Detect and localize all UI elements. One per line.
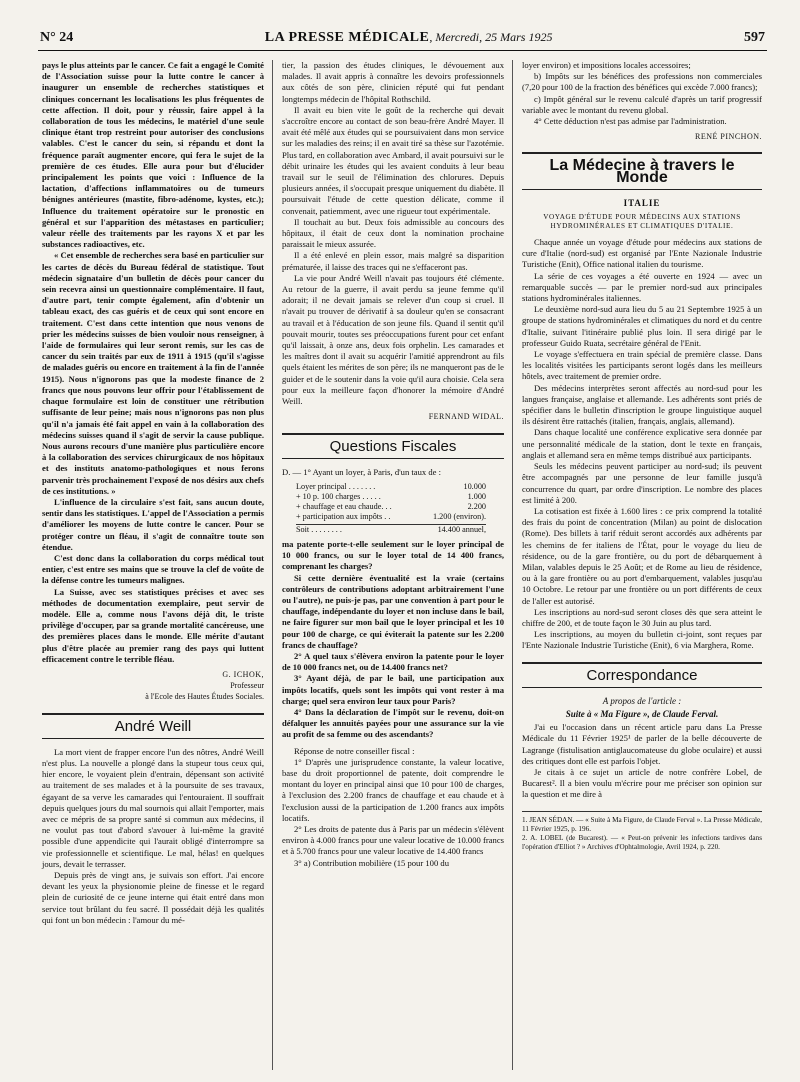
section-heading-andre-weill: André Weill: [42, 713, 264, 739]
column-1: [42, 60, 264, 926]
section-heading-correspondance: Correspondance: [522, 662, 762, 688]
paragraph: c) Impôt général sur le revenu calculé d'après un tarif progressif variable avec le montant du revenu global.: [522, 93, 762, 115]
row-value: 1.000: [467, 491, 486, 501]
paragraph: 3° a) Contribution mobilière (15 pour 100 du: [294, 857, 449, 868]
paragraph: Il avait eu bien vite le goût de la recherche qui devait s'accroître encore au contact de son beau-frère André Mayer. Il avait été mêlé aux études qui se poursuivaient dans mon service sur les maladies des reins; il en avait tiré sa thèse sur l'azotémie. Plus tard, en collaboration avec Ambard, il avait poursuivi sur le débit urinaire les études qui les avaient conduits à leur beau travail sur le seuil de l'élimination des chlorures. Depuis plusieurs années, il s'occupait presque uniquement du diabète. Il poursuivait l'étude de cette question délicate, comme il convenait, patiemment, avec une rigueur tout expérimentale.: [282, 104, 504, 216]
author-signature: G. ICHOK,: [222, 669, 264, 679]
footnote: 2. A. LOBEL (de Bucarest). — « Peut-on prévenir les infections tardives dans l'opération d'Elliot ? » Archives d'Ophtalmologie, Avril 1924, p. 220.: [522, 833, 762, 851]
row-value: 2.200: [467, 501, 486, 511]
paragraph: Seuls les médecins peuvent participer au nord-sud; ils peuvent être accompagnés par une personne de leur famille jusqu'à concurrence du quart, par ordre d'inscription. Le nombre des places est limité à 200.: [522, 461, 762, 505]
footnote: 1. JEAN SÉDAN. — « Suite à Ma Figure, de Claude Ferval ». La Presse Médicale, 11 Février 1925, p. 196.: [522, 815, 762, 833]
question-intro: D. — 1° Ayant un loyer, à Paris, d'un taux de :: [282, 466, 441, 477]
header-rule: [38, 50, 767, 51]
publication-title: LA PRESSE MÉDICALE: [264, 30, 430, 45]
reply-heading: Réponse de notre conseiller fiscal :: [294, 745, 415, 756]
article-subtitle: VOYAGE D'ÉTUDE POUR MÉDECINS AUX STATIONS HYDROMINÉRALES ET CLIMATIQUES D'ITALIE.: [543, 213, 741, 231]
total-value: 14.400 annuel,: [437, 524, 486, 534]
paragraph: pays le plus atteints par le cancer. Ce fait a engagé le Comité de l'Association suisse pour la lutte contre le cancer à inaugurer un ensemble de recherches statistiques et cliniques concernant les localisations les plus fréquentes de cette affection. Il doit, pour y réussir, faire appel à la collaboration de tous les médecins, le matériel d'une seule clinique étant trop restreint pour autoriser des conclusions valables. C'est le cancer du sein, si répandu et dont la fréquence paraît augmenter encore, qui fera le sujet de la première de ces études. Elle aura pour but d'élucider principalement les points que voici : Influence de la lactation, d'affections inflammatoires ou de tumeurs bénignes antérieures (mastite, fibro-adénome, kystes, etc.); Influence du traitement opératoire sur le pronostic en général et sur l'apparition des métastases en particulier; valeur réelle des traitements par les rayons X et par les substances radioactives, etc.: [42, 60, 264, 250]
apropos-title: Suite à « Ma Figure », de Claude Ferval.: [565, 708, 719, 719]
row-label: Loyer principal . . . . . . .: [296, 481, 376, 491]
row-value: 1.200 (environ).: [433, 511, 486, 521]
rent-table: [296, 482, 504, 535]
footnotes: [522, 811, 762, 852]
row-label: + chauffage et eau chaude. . .: [296, 501, 392, 511]
paragraph: La mort vient de frapper encore l'un des nôtres, André Weill n'est plus. La nouvelle a plongé dans la stupeur tous ceux qui, hier encore, le voyaient plein d'entrain, dépensant son activité au traitement de ses malades et à la poursuite de ses travaux, égayant de sa verve les camarades qui l'entouraient. Il souffrait depuis quelques jours du mal sournois qui allait l'emporter, mais avec ce mépris de sa propre santé si commun aux médecins, il ne voulut pas tout d'abord s'avouer à lui-même la gravité possible d'une appendicite qui l'aurait obligé d'interrompre sa vie professionnelle et scientifique. Le mal, hélas! en quelques jours, devait le terrasser.: [42, 746, 264, 869]
paragraph: Le deuxième nord-sud aura lieu du 5 au 21 Septembre 1925 à un groupe de stations hydrominérales et climatiques du nord et du centre d'Italie, suivant l'itinéraire publié plus loin. Il sera dirigé par le professeur Guido Ruata, secrétaire général de l'Enit.: [522, 304, 762, 348]
table-row: [296, 492, 486, 502]
section-heading-questions-fiscales: Questions Fiscales: [282, 433, 504, 459]
column-3: [522, 60, 762, 852]
paragraph: Depuis près de vingt ans, je suivais son effort. J'ai encore devant les yeux la physionomie pleine de finesse et le regard plein de curiosité de ce jeune interne qui était entré dans mon service tout brûlant du feu sacré. Il possédait déjà les qualités qui font un bon médecin : l'amour du mé-: [42, 870, 264, 925]
total-label: Soit . . . . . . . .: [296, 524, 342, 534]
paragraph: 4° Dans la déclaration de l'impôt sur le revenu, doit-on défalquer les annuités payées pour une assurance sur la vie au profit de sa femme ou des ascendants?: [282, 706, 504, 740]
paragraph: Les inscriptions, au moyen du bulletin ci-joint, sont reçues par l'Ente Nazionale Industrie Turistiche (Enit), 6 via Marghera, Rome.: [522, 629, 762, 651]
paragraph: ma patente porte-t-elle seulement sur le loyer principal de 10 000 francs, ou sur le loyer total de 14 400 francs, comprenant les charges?: [282, 538, 504, 572]
paragraph: 2° Les droits de patente dus à Paris par un médecin s'élèvent environ à 4.000 francs pour une valeur locative de 10.000 francs et à 5.700 francs pour une valeur locative de 14.400 francs: [282, 823, 504, 857]
paragraph: 4° Cette déduction n'est pas admise par l'administration.: [534, 116, 727, 127]
page-header: [40, 30, 765, 46]
row-label: + 10 p. 100 charges . . . . .: [296, 491, 381, 501]
paragraph: loyer environ) et impositions locales accessoires;: [522, 60, 691, 70]
paragraph: b) Impôts sur les bénéfices des professions non commerciales (7,20 pour 100 de la fraction des bénéfices qui excède 7.000 francs);: [522, 71, 762, 93]
table-row: [296, 512, 486, 522]
author-signature: FERNAND WIDAL.: [428, 412, 504, 422]
paragraph: 2° A quel taux s'élèvera environ la patente pour le loyer de 10 000 francs net, ou de 14.400 francs net?: [282, 650, 504, 673]
country-heading: ITALIE: [623, 197, 661, 208]
issue-date: , Mercredi, 25 Mars 1925: [429, 30, 553, 44]
page-number: 597: [744, 30, 765, 45]
paragraph: Les inscriptions au nord-sud seront closes dès que sera atteint le chiffre de 200, et de toute façon le 30 Juin au plus tard.: [522, 606, 762, 628]
paragraph: Il touchait au but. Deux fois admissible au concours des hôpitaux, il était de ceux dont la nomination prochaine paraissait le mieux assurée.: [282, 216, 504, 250]
paragraph: Des médecins interprètes seront affectés au nord-sud pour les langues française, anglaise et allemande. Les adhérents sont priés de spécifier dans le bulletin d'inscription le groupe linguistique auquel ils désirent être rattachés (italien, français, anglais, allemand).: [522, 382, 762, 427]
section-heading-medecine-monde: La Médecine à travers le Monde: [522, 152, 762, 189]
paragraph: Si cette dernière éventualité est la vraie (certains contrôleurs de contributions adoptant arbitrairement l'une ou l'autre), ne puis-je pas, par une convention à part pour le chauffage, indépendante du loyer et non incluse dans le bail, ne faire figurer sur mon bail que le loyer principal et les 10 pour 100 de charge, ce qui éviterait la patente sur les 2.200 francs de chauffage?: [282, 572, 504, 650]
paragraph: Il a été enlevé en plein essor, mais malgré sa disparition prématurée, il laisse des traces qui ne s'effaceront pas.: [282, 250, 504, 272]
table-row: [296, 502, 486, 512]
apropos-line: A propos de l'article :: [602, 695, 682, 706]
paragraph: C'est donc dans la collaboration du corps médical tout entier, c'est entre ses mains que se trouve la clef de voûte de la défense contre les tumeurs malignes.: [42, 552, 264, 586]
author-affiliation: à l'Ecole des Hautes Études Sociales.: [145, 692, 264, 702]
paragraph: Dans chaque localité une conférence explicative sera donnée par une personnalité médicale de la station, dont le texte en français, anglais et allemand sera en même temps distribué aux participants.: [522, 427, 762, 460]
row-value: 10.000: [463, 481, 486, 491]
paragraph: La cotisation est fixée à 1.600 lires : ce prix comprend la totalité des frais du point de concentration (Milan) au point de dislocation (Rome). Des billets à tarif réduit seront accordés aux adhérents par les chemins de fer italiens de l'État, pour le voyage du lieu de résidence, ou de la gare frontière, ou du port de débarquement à Milan, valables depuis le 25 Août; et de Rome au lieu de résidence, ou à la gare frontière ou au port d'embarquement, valables jusqu'au 10 Octobre. Le retour par une frontière ou un port différents de ceux de l'aller est autorisé.: [522, 505, 762, 606]
paragraph: Le voyage s'effectuera en train spécial de première classe. Dans les localités visitées les participants seront logés dans les meilleurs hôtels, avec traitement de premier ordre.: [522, 349, 762, 382]
paragraph: « Cet ensemble de recherches sera basé en particulier sur les cartes de décès du Bureau fédéral de statistique. Tout médecin signataire d'un bulletin de décès pour cancer du sein recevra ainsi un questionnaire complémentaire. Il faut, d'autre part, tenir compte également, afin d'obtenir un tableau exact, des cas guéris et de ceux qui sont encore en traitement. C'est dans cette intention que nous venons de prier les médecins suisses de bien vouloir nous renseigner, à l'aide de formulaires qui leur seront remis, sur les cas de cancer du sein traités par eux de 1911 à 1915 (qu'il s'agisse de malades guéris ou encore en traitement à la fin de l'année 1915). Nous n'ignorons pas que la modeste finance de 2 francs que nous pouvons leur offrir pour l'établissement de chaque formulaire est loin de constituer une rétribution suffisante de leur peine; mais nous n'ignorons pas non plus qu'il n'a jamais été fait appel en vain à la collaboration des médecins suisses quand il s'agit de servir la cause publique. Nous aurons recours d'une manière plus particulière encore à la collaboration des services chirurgicaux de nos hôpitaux et des instituts anatomo-pathologiques et nous ferons parvenir très prochainement l'exposé de nos désirs aux chefs de ces institutions. »: [42, 250, 264, 496]
column-divider: [512, 60, 513, 1070]
paragraph: Chaque année un voyage d'étude pour médecins aux stations de cure d'Italie (nord-sud) est organisé par l'Ente Nazionale Industrie Turistiche (Enit), Office national italien du tourisme.: [522, 237, 762, 270]
column-2: [282, 60, 504, 869]
paragraph: Je citais à ce sujet un article de notre confrère Lobel, de Bucarest². Il a bien voulu m'écrire pour me préciser son opinion sur la question et me dire à: [522, 766, 762, 800]
table-row: [296, 482, 486, 492]
paragraph: 3° Ayant déjà, de par le bail, une participation aux impôts locatifs, quels sont les impôts qui vont rester à ma charge; quel sera environ leur taux pour Paris?: [282, 673, 504, 706]
table-total: [296, 524, 486, 535]
paragraph: La Suisse, avec ses statistiques précises et avec ses méthodes de documentation exemplaire, peut servir de modèle. Elle a, comme nous l'avons déjà dit, le triste privilège d'occuper, par sa grande mortalité cancéreuse, une des premières places dans le monde. Elle mérite d'autant plus d'être placée au premier rang des pays qui luttent efficacement contre le terrible fléau.: [42, 586, 264, 664]
paragraph: La vie pour André Weill n'avait pas toujours été clémente. Au retour de la guerre, il avait perdu sa jeune femme qu'il adorait; il ne devait jamais se relever d'un coup si cruel. Il n'avait pu trouver de dérivatif à sa douleur qu'en se consacrant au travail et à l'éducation de son jeune fils. Quand il sentit qu'il pouvait mourir, toutes ses préoccupations furent pour cet enfant qu'il laissait, à onze ans, deux fois orphelin. Les camarades et les maîtres dont il avait su acquérir l'amitié apprendront au fils quels étaient les mérites de son père; ils ne manqueront pas de le guider et de le soutenir dans la voie qu'il aura choisie. Cela sera pour eux la meilleure façon d'honorer la mémoire d'André Weill.: [282, 272, 504, 407]
paragraph: L'influence de la circulaire s'est fait, sans aucun doute, sentir dans les statistiques. L'appel de l'Association a permis d'améliorer les moyens de lutte contre le cancer. Pour se protéger contre un fléau, il s'agit de connaître toute son étendue.: [42, 496, 264, 552]
author-signature: RENÉ PINCHON.: [695, 132, 762, 142]
author-title: Professeur: [230, 681, 264, 691]
issue-number: N° 24: [40, 30, 74, 45]
paragraph: tier, la passion des études cliniques, le dévouement aux malades. Il avait appris à connaître les devoirs professionnels aux côtés de son père, clinicien réputé qui fut pendant longtemps médecin de l'hôpital Rothschild.: [282, 60, 504, 104]
row-label: + participation aux impôts . .: [296, 511, 391, 521]
paragraph: La série de ces voyages a été ouverte en 1924 — avec un remarquable succès — par le premier nord-sud aux principales stations hydrominérales italiennes.: [522, 270, 762, 304]
publication-line: [265, 30, 553, 46]
column-divider: [272, 60, 273, 1070]
paragraph: 1° D'après une jurisprudence constante, la valeur locative, base du droit proportionnel de patente, doit comprendre le montant du loyer en principal ainsi que 10 pour 100 de charges, à l'exclusion des 2.200 francs de chauffage et eau chaude et à l'exclusion aussi de la participation de 1.200 francs aux impôts locatifs.: [282, 756, 504, 823]
paragraph: J'ai eu l'occasion dans un récent article paru dans La Presse Médicale du 11 Février 1925¹ de parler de la belle découverte de Lagrange (fistulisation antiglaucomateuse du globe oculaire) et aussi des critiques dont elle est parfois l'objet.: [522, 722, 762, 766]
